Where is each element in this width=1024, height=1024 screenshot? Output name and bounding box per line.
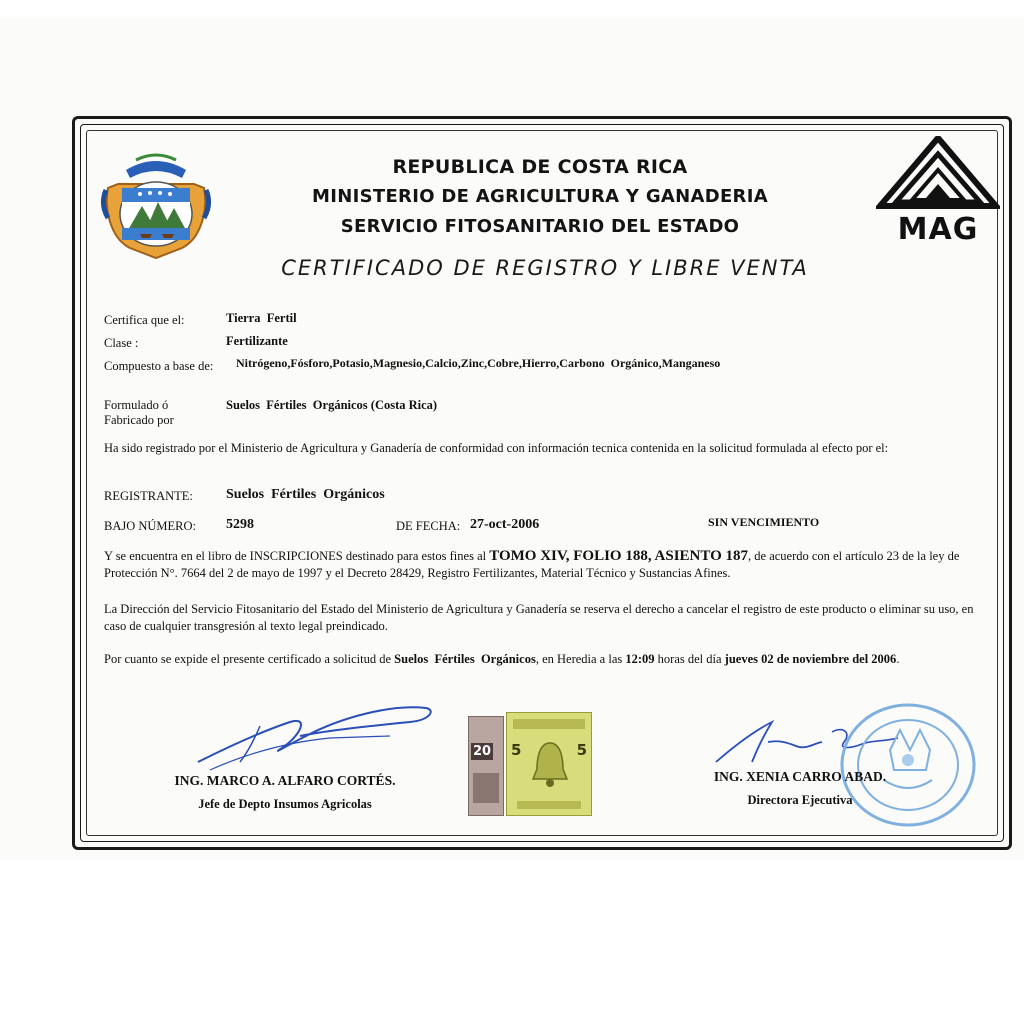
certificate-title: CERTIFICADO DE REGISTRO Y LIBRE VENTA <box>281 256 809 280</box>
sin-vencimiento: SIN VENCIMIENTO <box>708 515 820 529</box>
right-signatory-name: ING. XENIA CARRO ABAD. <box>713 769 887 784</box>
right-signatory-role: Directora Ejecutiva <box>747 793 853 807</box>
fiscal-stamp-5-value-right: 5 <box>576 741 587 759</box>
heading-service: SERVICIO FITOSANITARIO DEL ESTADO <box>340 216 740 237</box>
fiscal-stamp-5-value-left: 5 <box>511 741 522 759</box>
mag-logo <box>876 136 1000 247</box>
left-signatory-name: ING. MARCO A. ALFARO CORTÉS. <box>174 773 396 788</box>
compuesto-label: Compuesto a base de: <box>104 359 214 373</box>
numero-label: BAJO NÚMERO: <box>104 519 197 533</box>
clase-value: Fertilizante <box>226 334 288 348</box>
fiscal-stamp-5 <box>506 712 592 816</box>
libro-paragraph <box>104 548 984 582</box>
libro-text-1: Y se encuentra en el libro de INSCRIPCIONES destinado para estos fines al <box>104 549 490 563</box>
expide-text-2: , en Heredia a las <box>535 652 626 666</box>
registrante-label: REGISTRANTE: <box>104 489 193 503</box>
clase-label: Clase : <box>104 336 139 350</box>
bell-icon <box>531 739 569 789</box>
fiscal-stamp-5-header <box>513 719 585 729</box>
fiscal-stamp-20 <box>468 716 504 816</box>
expide-solicitante: Suelos Fértiles Orgánicos <box>394 652 536 666</box>
fiscal-stamp-20-art <box>473 773 499 803</box>
mag-logo-text: MAG <box>897 212 979 247</box>
registro-intro: Ha sido registrado por el Ministerio de Agricultura y Ganadería de conformidad con información tecnica contenida en la solicitud formulada al efecto por el: <box>104 441 889 455</box>
left-signature-icon <box>190 696 440 776</box>
registrante-value: Suelos Fértiles Orgánicos <box>226 487 385 502</box>
fecha-label: DE FECHA: <box>396 519 461 533</box>
libro-tomo-folio: TOMO XIV, FOLIO 188, ASIENTO 187 <box>489 548 749 564</box>
fecha-value: 27-oct-2006 <box>470 517 540 532</box>
libro-text-2: , de acuerdo con el artículo 23 de la ley de Protección N°. 7664 del 2 de mayo de 1997 y el Decreto 28429, Registro Fertilizantes, Material Técnico y Sustancias Afines. <box>104 549 960 580</box>
left-signatory-role: Jefe de Depto Insumos Agricolas <box>198 797 372 811</box>
expide-hora: 12:09 <box>625 652 655 666</box>
fiscal-stamp-5-footer <box>517 801 581 809</box>
certifica-value: Tierra Fertil <box>226 311 297 325</box>
expide-text-1: Por cuanto se expide el presente certificado a solicitud de <box>104 652 395 666</box>
heading-republic: REPUBLICA DE COSTA RICA <box>392 156 688 178</box>
mag-triangle-icon <box>876 136 1000 210</box>
direccion-paragraph: La Dirección del Servicio Fitosanitario del Estado del Ministerio de Agricultura y Ganadería se reserva el derecho a cancelar el registro de este producto o eliminar su uso, en caso de cualquier transgresión al texto legal preindicado. <box>104 602 974 633</box>
expide-fecha: jueves 02 de noviembre del 2006 <box>724 652 897 666</box>
certifica-label: Certifica que el: <box>104 313 185 327</box>
expide-paragraph <box>104 651 984 668</box>
formulado-value: Suelos Fértiles Orgánicos (Costa Rica) <box>226 398 438 412</box>
fiscal-stamp-20-value: 20 <box>473 744 492 759</box>
heading-ministry: MINISTERIO DE AGRICULTURA Y GANADERIA <box>312 186 768 207</box>
numero-value: 5298 <box>226 517 254 532</box>
official-seal-icon <box>838 700 978 830</box>
formulado-label-2: Fabricado por <box>104 413 174 427</box>
formulado-label-1: Formulado ó <box>104 398 169 412</box>
coat-of-arms-icon <box>100 148 212 260</box>
expide-text-4: . <box>896 652 900 666</box>
compuesto-value: Nitrógeno,Fósforo,Potasio,Magnesio,Calcio,Zinc,Cobre,Hierro,Carbono Orgánico,Manganeso <box>236 356 721 370</box>
expide-text-3: horas del día <box>654 652 725 666</box>
